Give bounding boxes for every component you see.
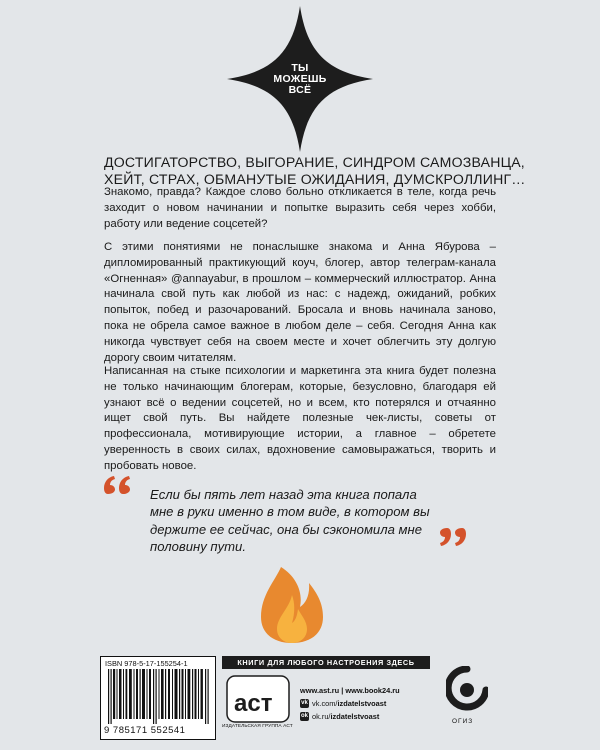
paragraph-author: С этими понятиями не понаслышке знакома и Анна Ябурова – дипломированный практикующий коуч, блогер, автор телеграм-канала «Огненная» @annayabur, в прошлом – коммерческий иллюстратор. Анна начинала свой путь как любой из нас: с надежд, ожиданий, робких попыток, побед и разочарований. Бросала и вновь начинала заново, пока не обрела самое важное в любом деле – себя. Сегодня Анна как никогда чувствует себя на своем месте и хочет облегчить эту долгую дорогу своим читателям.	[104, 241, 496, 364]
barcode-block	[100, 656, 216, 740]
quote-text	[150, 486, 450, 556]
quote-line-3: держите ее сейчас, она бы сэкономила мне	[150, 521, 422, 537]
ok-handle: izdatelstvoast	[330, 712, 380, 721]
isbn: ISBN 978-5-17-155254-1	[105, 659, 188, 668]
barcode-number: 9 785171 552541	[104, 725, 186, 736]
barcode-icon	[106, 669, 210, 724]
flame-icon	[259, 565, 325, 645]
star-badge	[223, 2, 377, 156]
ogiz-caption: ОГИЗ	[452, 718, 474, 725]
vk-prefix: vk.com/	[312, 699, 338, 708]
ast-logo-text: аст	[234, 690, 273, 717]
close-quote-icon	[440, 528, 468, 546]
ogiz-logo-icon	[446, 666, 488, 714]
paragraph-intro: Знакомо, правда? Каждое слово больно откликается в теле, когда речь заходит о новом начинании и попытке выразить себя через хобби, работу или ведение соцсетей?	[104, 186, 496, 230]
ok-prefix: ok.ru/	[312, 712, 331, 721]
badge-line-2: МОЖЕШЬ	[273, 72, 327, 85]
headline	[104, 154, 526, 187]
headline-line-1: ДОСТИГАТОРСТВО, ВЫГОРАНИЕ, СИНДРОМ САМОЗВАНЦА,	[104, 154, 525, 170]
badge-line-1: ТЫ	[291, 61, 309, 74]
quote-line-4: половину пути.	[150, 539, 246, 555]
publisher-caption: ИЗДАТЕЛЬСКАЯ ГРУППА АСТ	[222, 724, 293, 729]
sites-link[interactable]: www.ast.ru | www.book24.ru	[300, 686, 400, 695]
ok-icon: ok	[300, 713, 308, 719]
tagline-bar: КНИГИ ДЛЯ ЛЮБОГО НАСТРОЕНИЯ ЗДЕСЬ	[222, 656, 430, 669]
vk-icon: vk	[301, 700, 308, 706]
paragraph-book: Написанная на стыке психологии и маркетинга эта книга будет полезна не только начинающим блогерам, которые, безусловно, благодаря ей узнают всё о ведении соцсетей, но и всем, кто потерялся и отчаянно ищет свой путь. Вы найдете полезные чек-листы, советы от профессионала, мотивирующие истории, а главное – обретете уверенность в своих силах, вдохновение самовыражаться, творить и пробовать новое.	[104, 365, 496, 472]
ast-logo-icon	[226, 675, 290, 723]
quote-line-2: мне в руки именно в том виде, в котором вы	[150, 504, 430, 520]
headline-line-2: ХЕЙТ, СТРАХ, ОБМАНУТЫЕ ОЖИДАНИЯ, ДУМСКРОЛЛИНГ…	[104, 170, 526, 187]
ok-link[interactable]	[300, 710, 400, 723]
vk-link[interactable]	[300, 697, 400, 710]
quote-line-1: Если бы пять лет назад эта книга попала	[150, 487, 417, 502]
open-quote-icon	[104, 476, 134, 494]
vk-handle: izdatelstvoast	[337, 699, 387, 708]
badge-line-3: ВСЁ	[288, 83, 312, 96]
publisher-links	[300, 684, 400, 723]
